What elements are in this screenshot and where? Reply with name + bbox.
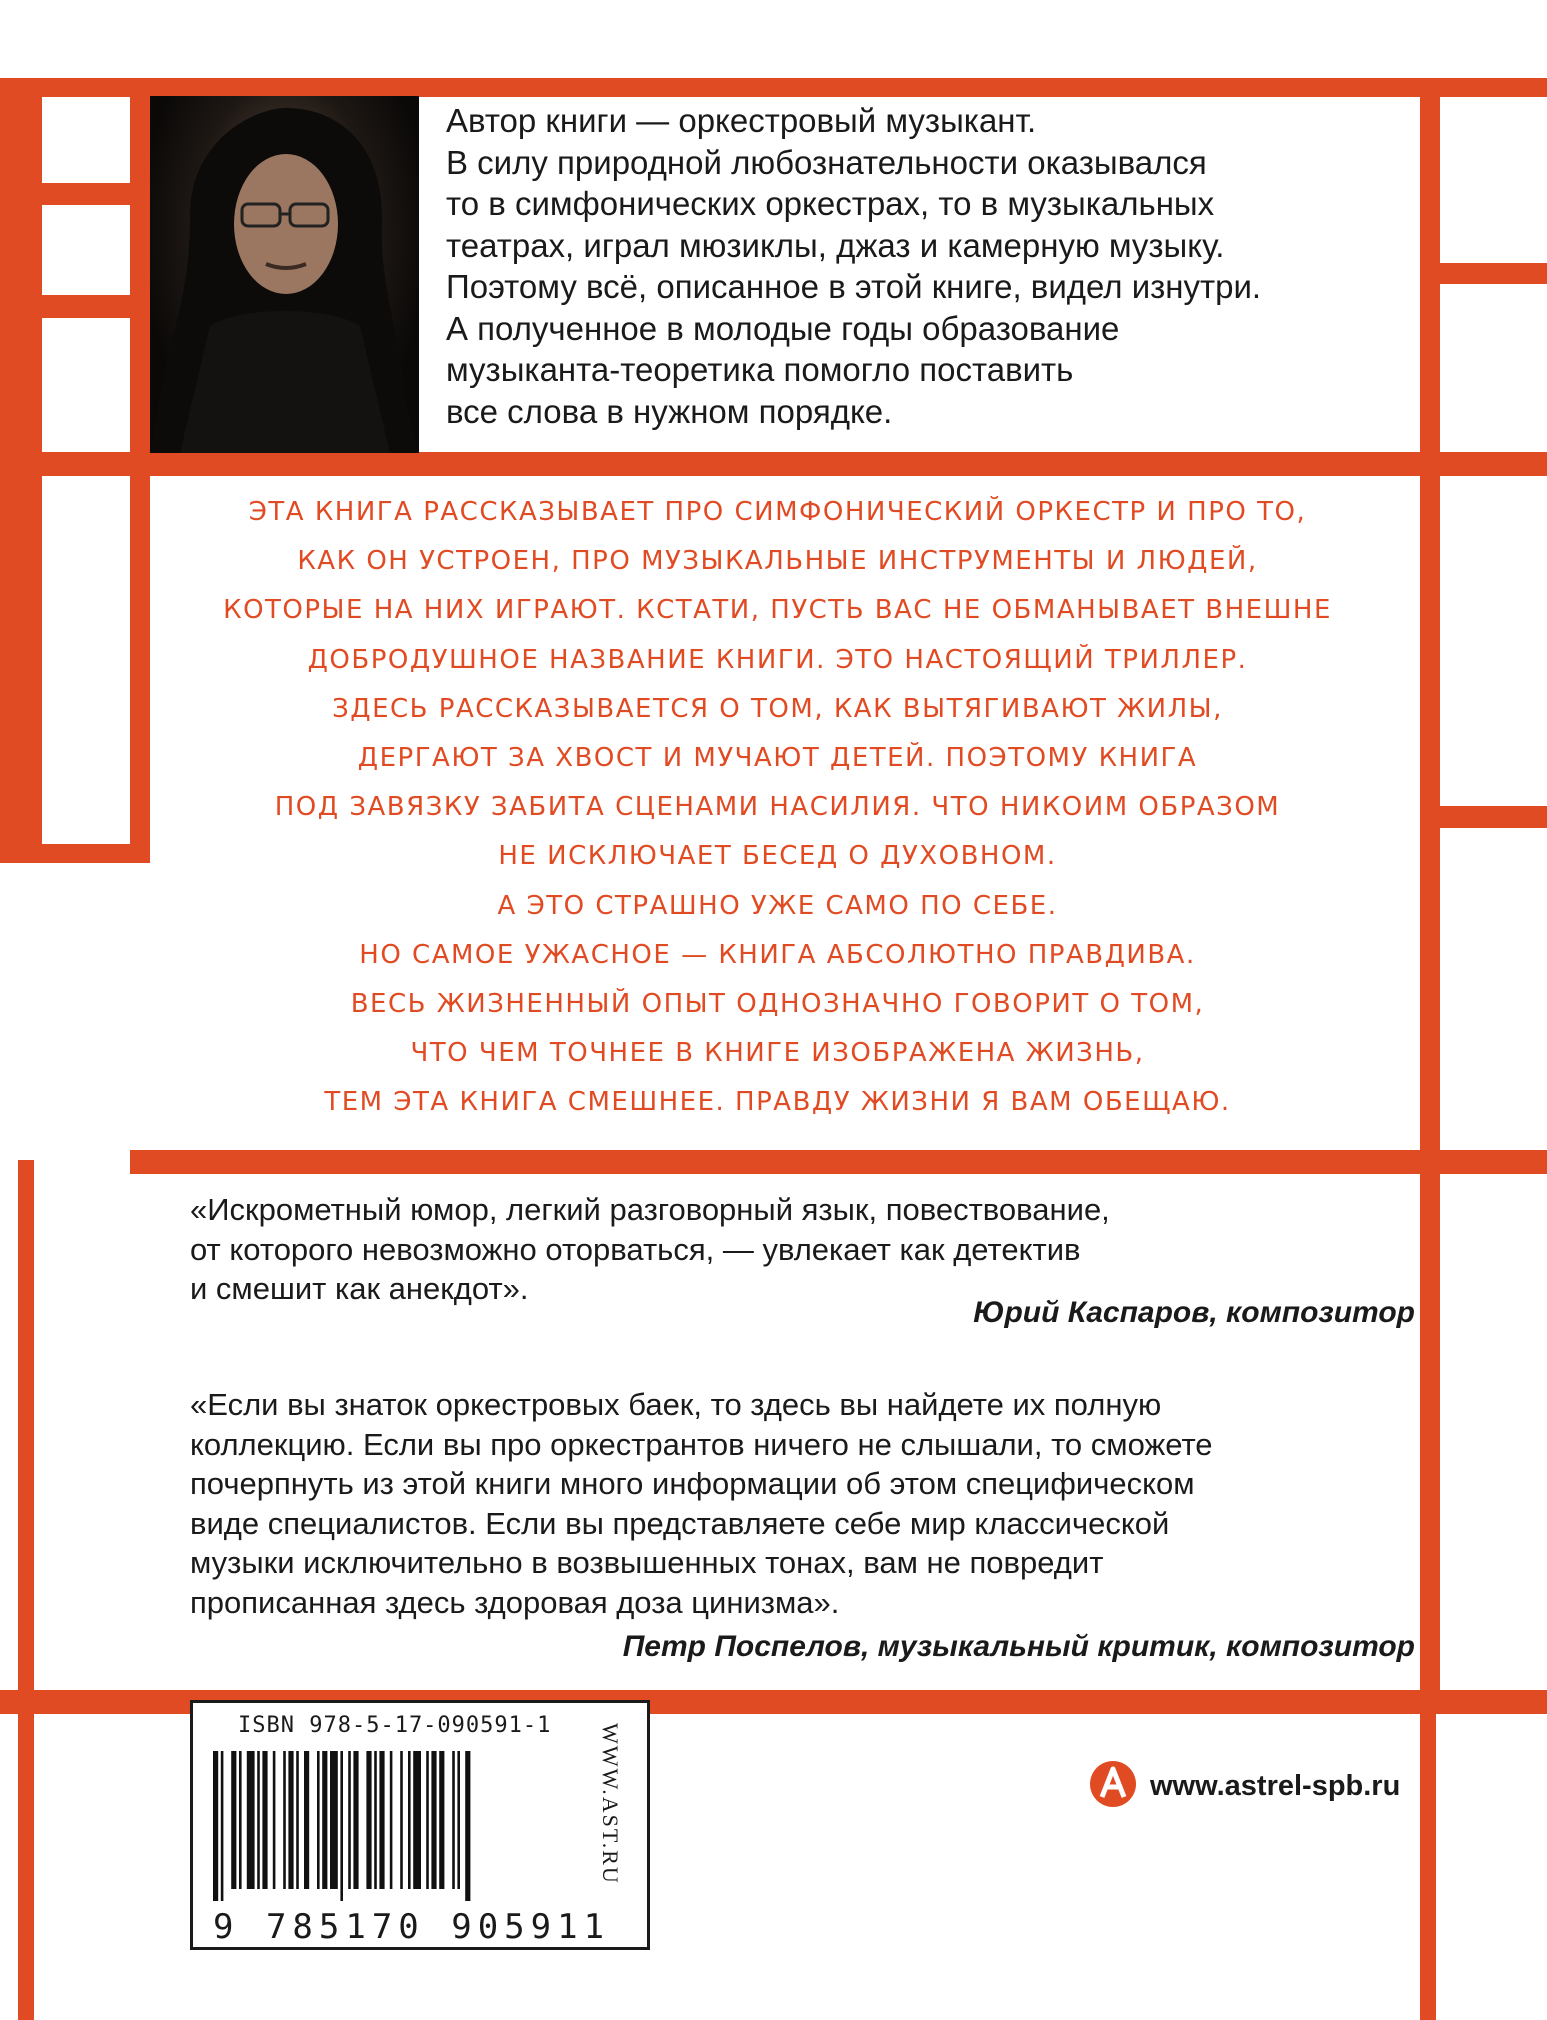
review-line: коллекцию. Если вы про оркестрантов ничего не слышали, то сможете (190, 1426, 1213, 1462)
blurb-line: КОТОРЫЕ НА НИХ ИГРАЮТ. КСТАТИ, ПУСТЬ ВАС НЕ ОБМАНЫВАЕТ ВНЕШНЕ (223, 595, 1332, 626)
blurb-line: ПОД ЗАВЯЗКУ ЗАБИТА СЦЕНАМИ НАСИЛИЯ. ЧТО НИКОИМ ОБРАЗОМ (274, 792, 1281, 823)
barcode-bar (257, 1751, 260, 1889)
barcode-bar (390, 1751, 393, 1889)
frame-cell (1440, 284, 1547, 452)
barcode-bar (400, 1751, 403, 1889)
publisher-site (1088, 1758, 1400, 1814)
review-attribution-2: Петр Поспелов, музыкальный критик, композитор (622, 1630, 1415, 1663)
author-bio (446, 100, 1406, 432)
barcode-bar (322, 1751, 327, 1889)
author-bio-line: Поэтому всё, описанное в этой книге, видел изнутри. (446, 268, 1262, 305)
barcode-bar (221, 1751, 224, 1901)
review-line: «Если вы знаток оркестровых баек, то здесь вы найдете их полную (190, 1387, 1162, 1422)
review-line: и смешит как анекдот». (190, 1271, 529, 1306)
barcode-bars (205, 1751, 625, 1901)
author-bio-line: В силу природной любознательности оказывался (446, 143, 1207, 181)
frame-cell (42, 97, 130, 183)
barcode-bar (247, 1751, 255, 1889)
barcode-bar (239, 1751, 242, 1889)
author-bio-line: А полученное в молодые годы образование (446, 309, 1120, 347)
review-line: виде специалистов. Если вы представляете себе мир классической (190, 1505, 1170, 1541)
blurb-line: ДОБРОДУШНОЕ НАЗВАНИЕ КНИГИ. ЭТО НАСТОЯЩИЙ ТРИЛЛЕР. (307, 644, 1248, 675)
barcode-bar (283, 1751, 286, 1889)
frame-cell (1440, 1174, 1547, 1690)
book-blurb (150, 488, 1405, 1128)
barcode-bar (408, 1751, 411, 1889)
barcode-digits: 9 785170 905911 (213, 1907, 611, 1947)
frame-cell (1440, 828, 1547, 1150)
barcode-bar (379, 1751, 384, 1889)
blurb-line: ВЕСЬ ЖИЗНЕННЫЙ ОПЫТ ОДНОЗНАЧНО ГОВОРИТ О ТОМ, (350, 989, 1205, 1020)
review-line: прописанная здесь здоровая доза цинизма». (190, 1584, 840, 1620)
author-bio-line: то в симфонических оркестрах, то в музыкальных (446, 185, 1215, 222)
barcode-bar (304, 1751, 309, 1889)
isbn-label: ISBN 978-5-17-090591-1 (238, 1713, 552, 1738)
review-line: музыки исключительно в возвышенных тонах, вам не повредит (190, 1545, 1104, 1580)
author-bio-line: театрах, играл мюзиклы, джаз и камерную музыку. (446, 226, 1225, 264)
barcode-bar (452, 1751, 455, 1889)
blurb-line: ДЕРГАЮТ ЗА ХВОСТ И МУЧАЮТ ДЕТЕЙ. ПОЭТОМУ КНИГА (357, 743, 1198, 774)
review-line: от которого невозможно оторваться, — увлекает как детектив (190, 1231, 1081, 1267)
frame-band-middle (0, 452, 1547, 476)
blurb-line: КАК ОН УСТРОЕН, ПРО МУЗЫКАЛЬНЫЕ ИНСТРУМЕНТЫ И ЛЮДЕЙ, (297, 546, 1258, 577)
barcode-bar (213, 1751, 218, 1901)
reviews-panel-left (34, 1174, 150, 1690)
barcode-bar (374, 1751, 377, 1889)
review-quote-2 (190, 1385, 1415, 1622)
blurb-line: ЧТО ЧЕМ ТОЧНЕЕ В КНИГЕ ИЗОБРАЖЕНА ЖИЗНЬ, (410, 1038, 1145, 1069)
barcode-bar (317, 1751, 320, 1889)
author-bio-line: музыканта-теоретика помогло поставить (446, 351, 1074, 388)
blurb-line: НО САМОЕ УЖАСНОЕ — КНИГА АБСОЛЮТНО ПРАВДИВА. (359, 939, 1196, 970)
frame-cell (1440, 97, 1547, 263)
frame-cell (1440, 476, 1547, 806)
astrel-logo-icon (1088, 1759, 1138, 1814)
barcode-bar (353, 1751, 358, 1889)
barcode-bar (465, 1751, 470, 1901)
blurb-line: НЕ ИСКЛЮЧАЕТ БЕСЕД О ДУХОВНОМ. (498, 841, 1057, 872)
frame-cell (42, 318, 130, 452)
review-line: «Искрометный юмор, легкий разговорный язык, повествование, (190, 1192, 1110, 1227)
barcode-bar (426, 1751, 429, 1889)
review-line: почерпнуть из этой книги много информации об этом специфическом (190, 1466, 1195, 1501)
barcode-bar (348, 1751, 351, 1889)
barcode-bar (262, 1751, 267, 1889)
frame-cell (42, 205, 130, 295)
author-portrait-image (150, 96, 419, 453)
isbn-barcode (190, 1700, 650, 1950)
barcode-bar (296, 1751, 299, 1889)
frame-left-rail (18, 1160, 34, 2020)
blurb-line: А ЭТО СТРАШНО УЖЕ САМО ПО СЕБЕ. (497, 890, 1058, 921)
barcode-bar (231, 1751, 236, 1889)
vertical-website: WWW.AST.RU (598, 1723, 623, 1885)
barcode-bar (340, 1751, 343, 1901)
review-attribution-1: Юрий Каспаров, композитор (973, 1296, 1415, 1329)
frame-band-top (0, 78, 1547, 97)
blurb-line: ЭТА КНИГА РАССКАЗЫВАЕТ ПРО СИМФОНИЧЕСКИЙ ОРКЕСТР И ПРО ТО, (248, 497, 1307, 527)
blurb-line: ТЕМ ЭТА КНИГА СМЕШНЕЕ. ПРАВДУ ЖИЗНИ Я ВАМ ОБЕЩАЮ. (324, 1087, 1231, 1118)
barcode-bar (366, 1751, 371, 1889)
barcode-bar (273, 1751, 276, 1889)
frame-cell (42, 476, 130, 844)
author-bio-line: Автор книги — оркестровый музыкант. (446, 102, 1037, 139)
frame-band-lower (130, 1150, 1547, 1174)
publisher-website[interactable]: www.astrel-spb.ru (1150, 1769, 1401, 1802)
author-photo (150, 96, 419, 453)
blurb-line: ЗДЕСЬ РАССКАЗЫВАЕТСЯ О ТОМ, КАК ВЫТЯГИВАЮТ ЖИЛЫ, (332, 693, 1223, 724)
barcode-bar (288, 1751, 293, 1889)
barcode-bar (439, 1751, 444, 1889)
review-quote-1 (190, 1190, 1415, 1309)
author-bio-line: все слова в нужном порядке. (446, 392, 893, 430)
barcode-bar (457, 1751, 460, 1889)
barcode-bar (431, 1751, 436, 1889)
barcode-bar (330, 1751, 338, 1889)
frame-right-rail-bottom (1420, 1700, 1436, 2020)
barcode-bar (413, 1751, 421, 1889)
